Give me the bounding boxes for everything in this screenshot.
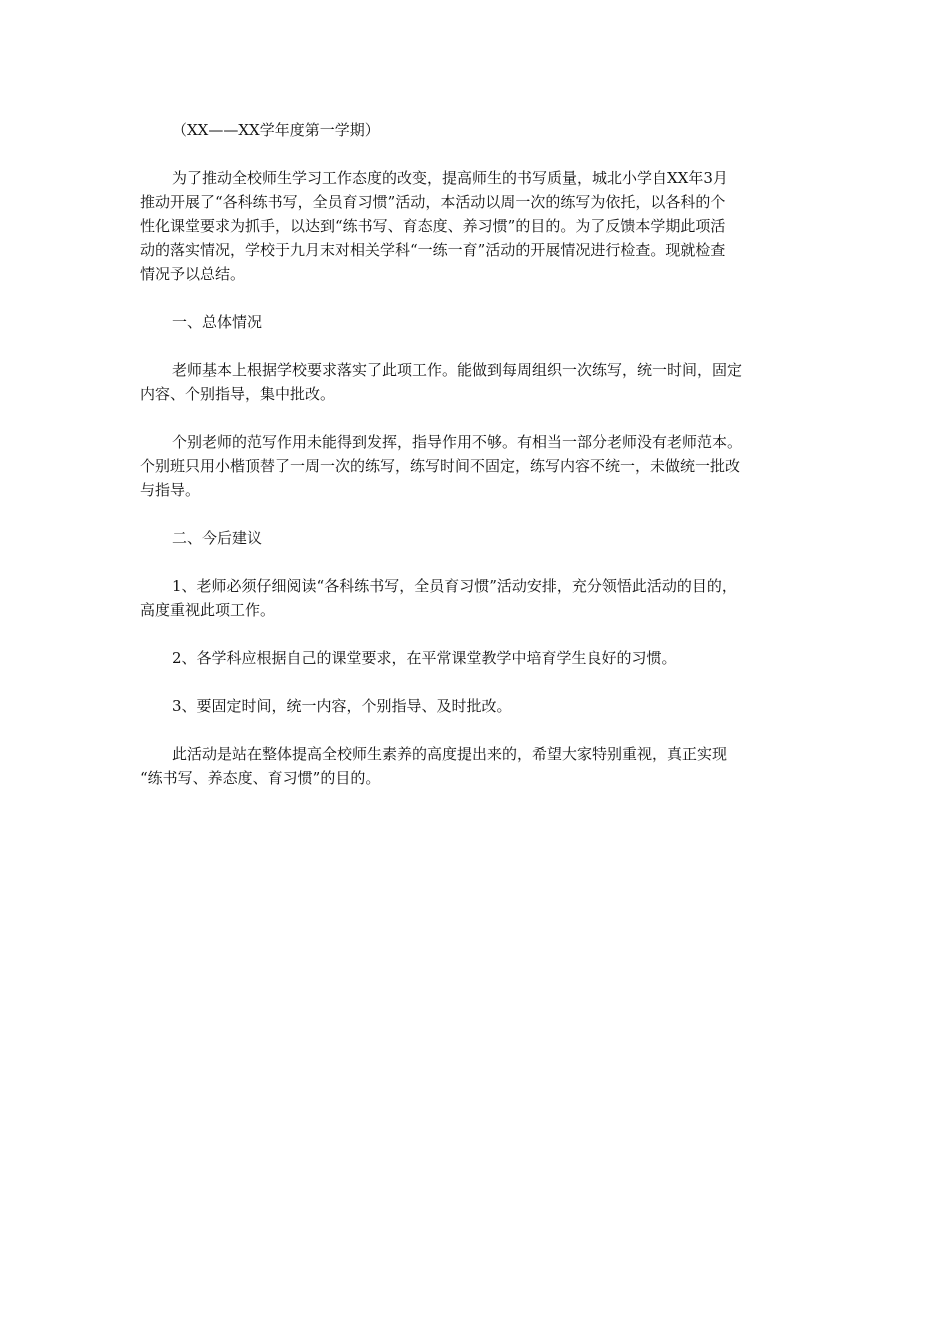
suggestion-1-line: 高度重视此项工作。 <box>140 601 276 619</box>
section1-paragraph-2 <box>140 430 830 502</box>
intro-paragraph <box>140 166 830 286</box>
section1-heading: 一、总体情况 <box>172 313 263 331</box>
section1-p2-line: 个别班只用小楷顶替了一周一次的练写，练写时间不固定，练写内容不统一，未做统一批改 <box>140 457 741 475</box>
closing-line: “练书写、养态度、育习惯”的目的。 <box>140 769 381 787</box>
intro-line: 推动开展了“各科练书写，全员育习惯”活动，本活动以周一次的练写为依托，以各科的个 <box>140 193 726 211</box>
suggestion-1 <box>140 574 830 622</box>
section2-heading: 二、今后建议 <box>172 529 263 547</box>
intro-line: 性化课堂要求为抓手，以达到“练书写、育态度、养习惯”的目的。为了反馈本学期此项活 <box>140 217 726 235</box>
intro-line: 情况予以总结。 <box>140 265 246 283</box>
suggestion-3: 3、要固定时间，统一内容，个别指导、及时批改。 <box>172 697 512 715</box>
document-page <box>140 118 830 814</box>
section1-p1-line: 内容、个别指导，集中批改。 <box>140 385 336 403</box>
section1-p2-line: 与指导。 <box>140 481 201 499</box>
section1-paragraph-1 <box>140 358 830 406</box>
section1-p2-line: 个别老师的范写作用未能得到发挥，指导作用不够。有相当一部分老师没有老师范本。 <box>172 433 743 451</box>
suggestion-2: 2、各学科应根据自己的课堂要求，在平常课堂教学中培育学生良好的习惯。 <box>172 649 677 667</box>
suggestion-1-line: 1、老师必须仔细阅读“各科练书写，全员育习惯”活动安排，充分领悟此活动的目的， <box>172 577 737 595</box>
intro-line: 动的落实情况，学校于九月末对相关学科“一练一育”活动的开展情况进行检查。现就检查 <box>140 241 726 259</box>
closing-paragraph <box>140 742 830 790</box>
term-line: （XX——XX学年度第一学期） <box>172 121 380 139</box>
intro-line: 为了推动全校师生学习工作态度的改变，提高师生的书写质量，城北小学自XX年3月 <box>172 169 728 187</box>
section1-p1-line: 老师基本上根据学校要求落实了此项工作。能做到每周组织一次练写，统一时间，固定 <box>172 361 743 379</box>
closing-line: 此活动是站在整体提高全校师生素养的高度提出来的，希望大家特别重视，真正实现 <box>172 745 728 763</box>
